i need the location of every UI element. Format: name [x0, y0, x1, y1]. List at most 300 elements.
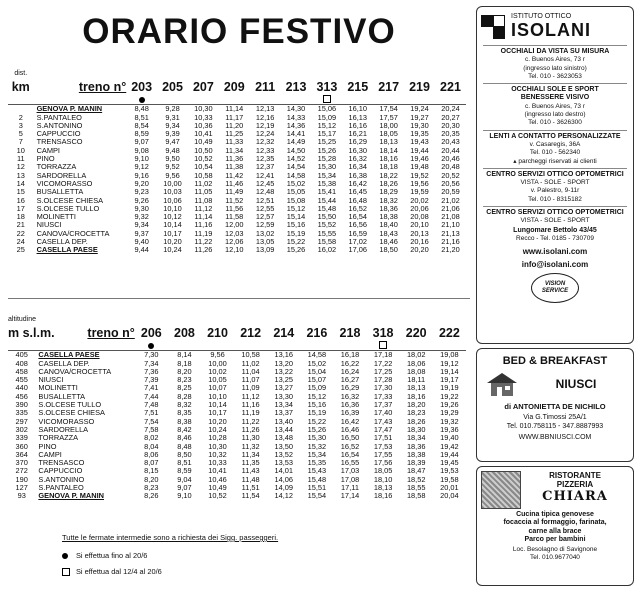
departure-time: 18,16 [373, 491, 393, 501]
departure-time: 11,04 [241, 366, 260, 376]
departure-time: 18,16 [406, 391, 426, 401]
timetable-row [8, 246, 466, 254]
departure-time: 20,52 [441, 170, 460, 180]
isolani-subtitle: ISTITUTO OTTICO [511, 13, 572, 20]
departure-time: 9,40 [134, 237, 149, 247]
departure-time: 19,58 [440, 474, 459, 484]
departure-time: 11,54 [241, 491, 260, 501]
departure-time: 10,33 [208, 458, 227, 468]
station-name: CASELLA PAESE [36, 245, 98, 255]
station-name: NIUSCI [38, 375, 64, 385]
departure-time: 8,59 [177, 466, 192, 476]
departure-time: 20,44 [441, 145, 460, 155]
departure-time: 16,52 [348, 203, 368, 213]
departure-time: 21,06 [441, 203, 460, 213]
departure-time: 16,18 [333, 351, 366, 360]
departure-time: 8,28 [177, 391, 192, 401]
departure-time: 8,51 [134, 112, 149, 122]
departure-time: 10,20 [163, 237, 182, 247]
departure-time: 9,34 [165, 120, 180, 130]
train-number: 220 [405, 325, 427, 340]
departure-time: 19,27 [410, 112, 429, 122]
bnb-phone: Tel. 010.758115 - 347.8887993 [506, 422, 604, 430]
altitude: 405 [8, 351, 35, 360]
station-name: CAMPI [38, 449, 62, 459]
departure-time: 16,24 [340, 366, 360, 376]
departure-time: 18,38 [379, 212, 398, 222]
train-number: 215 [347, 79, 369, 94]
departure-time: 18,58 [406, 491, 426, 501]
top-header-label-1: dist. [14, 69, 28, 77]
train-number: 205 [162, 79, 183, 94]
distance-km: 18 [16, 212, 25, 222]
departure-time: 17,08 [340, 474, 360, 484]
departure-time: 12,45 [255, 178, 275, 188]
departure-time: 17,37 [373, 400, 393, 410]
departure-time: 8,42 [177, 424, 192, 434]
request-stop-note: Tutte le fermate intermedie sono a richiesta dei Sigg. passeggeri. [62, 533, 279, 542]
departure-time: 9,48 [165, 145, 180, 155]
departure-time: 19,40 [440, 433, 459, 443]
departure-time: 15,44 [317, 195, 337, 205]
train-number: 217 [378, 79, 400, 94]
departure-time: 9,20 [134, 178, 149, 188]
altitude: 302 [15, 424, 28, 434]
departure-time: 13,50 [274, 441, 293, 451]
departure-time: 20,46 [441, 154, 460, 164]
departure-time: 19,30 [410, 120, 429, 130]
train-number: 203 [131, 79, 153, 94]
chiara-ad [476, 466, 634, 586]
departure-time: 18,11 [407, 375, 426, 385]
departure-time: 16,29 [340, 383, 360, 393]
departure-time: 9,56 [201, 351, 234, 360]
distance-km: 16 [16, 195, 25, 205]
departure-time: 12,00 [225, 220, 244, 230]
departure-time: 14,58 [286, 170, 306, 180]
departure-time: 18,08 [406, 366, 426, 376]
isolani-logo-icon [481, 15, 505, 39]
departure-time: 15,28 [317, 154, 337, 164]
departure-time: 18,30 [406, 424, 426, 434]
departure-time: 10,14 [208, 400, 227, 410]
departure-time: 11,36 [225, 154, 244, 164]
isolani-ad [476, 6, 634, 344]
departure-time: 18,36 [379, 203, 398, 213]
departure-time: 11,46 [225, 178, 244, 188]
departure-time: 13,25 [274, 375, 293, 385]
station-name: CASELLA DEP. [38, 358, 90, 368]
altitude: 364 [15, 449, 28, 459]
departure-time: 10,07 [208, 383, 227, 393]
distance-km: 15 [16, 187, 25, 197]
station-name: CANOVA/CROCETTA [38, 366, 112, 376]
departure-time: 18,26 [379, 178, 398, 188]
train-number: 313 [316, 79, 338, 94]
departure-time: 13,34 [274, 400, 293, 410]
departure-time: 16,27 [340, 375, 360, 385]
departure-time: 11,02 [241, 358, 260, 368]
departure-time: 13,53 [274, 458, 293, 468]
departure-time: 16,48 [348, 195, 368, 205]
altitude: 335 [15, 408, 28, 418]
departure-time: 16,32 [340, 391, 360, 401]
altitude: 297 [15, 416, 28, 426]
departure-time: 16,38 [348, 170, 368, 180]
departure-time: 15,54 [307, 491, 327, 501]
departure-time: 8,15 [144, 466, 159, 476]
departure-time: 11,30 [241, 433, 260, 443]
departure-time: 8,04 [144, 441, 159, 451]
altitude: 370 [15, 458, 28, 468]
departure-time: 16,46 [340, 424, 360, 434]
dot-symbol [62, 552, 69, 559]
departure-time: 15,19 [307, 408, 327, 418]
train-number: 218 [339, 325, 361, 340]
departure-time: 19,42 [440, 441, 459, 451]
departure-time: 9,16 [134, 170, 149, 180]
departure-time: 8,20 [144, 474, 159, 484]
departure-time: 20,27 [441, 112, 460, 122]
departure-time: 18,36 [406, 441, 426, 451]
departure-time: 18,14 [379, 145, 398, 155]
departure-time: 15,58 [317, 237, 337, 247]
departure-time: 8,20 [177, 366, 192, 376]
distance-km: 10 [16, 145, 25, 155]
departure-time: 12,48 [255, 187, 275, 197]
departure-time: 12,19 [255, 120, 275, 130]
departure-time: 8,23 [144, 483, 159, 493]
departure-time: 11,22 [241, 416, 260, 426]
departure-time: 20,43 [441, 137, 460, 147]
station-name: SARDORELLA [36, 170, 87, 180]
departure-time: 11,34 [225, 145, 244, 155]
departure-time: 18,06 [406, 358, 426, 368]
departure-time: 19,32 [440, 416, 459, 426]
departure-time: 15,50 [317, 212, 337, 222]
departure-time: 9,31 [165, 112, 180, 122]
departure-time: 16,13 [348, 112, 368, 122]
station-name: S.OLCESE TULLO [36, 203, 100, 213]
departure-time: 17,55 [373, 449, 393, 459]
bottom-header-label-1: altitudine [8, 315, 37, 323]
departure-time: 11,34 [241, 449, 260, 459]
station-name: BUSALLETTA [36, 187, 84, 197]
isolani-email[interactable]: info@isolani.com [521, 259, 589, 269]
departure-time: 15,34 [307, 449, 327, 459]
departure-time: 12,41 [255, 170, 275, 180]
departure-time: 8,51 [177, 458, 192, 468]
isolani-website[interactable]: www.isolani.com [522, 247, 588, 257]
departure-time: 17,33 [373, 391, 393, 401]
departure-time: 19,44 [410, 145, 429, 155]
bnb-title: BED & BREAKFAST [502, 355, 608, 367]
departure-time: 8,07 [144, 458, 159, 468]
altitude: 272 [15, 466, 28, 476]
departure-time: 13,02 [255, 228, 275, 238]
altitude: 127 [15, 483, 28, 493]
departure-time: 20,59 [441, 187, 460, 197]
train-number: 212 [240, 325, 262, 340]
departure-time: 8,46 [177, 433, 192, 443]
departure-time: 10,14 [163, 220, 182, 230]
chiara-type-1: RISTORANTE [549, 471, 601, 480]
departure-time: 16,55 [340, 458, 360, 468]
altitude: 408 [15, 358, 28, 368]
departure-time: 15,35 [307, 458, 327, 468]
departure-time: 19,26 [440, 400, 459, 410]
departure-time: 15,55 [317, 228, 337, 238]
bnb-name: NIUSCI [555, 377, 597, 391]
page-title: ORARIO FESTIVO [82, 12, 396, 51]
departure-time: 14,41 [286, 129, 306, 139]
departure-time: 10,17 [163, 228, 182, 238]
station-name: PINO [36, 154, 55, 164]
bnb-website[interactable]: WWW.BBNIUSCI.COM [518, 433, 592, 441]
departure-time: 15,02 [286, 178, 306, 188]
departure-time: 12,55 [255, 203, 275, 213]
departure-time: 11,22 [194, 237, 213, 247]
departure-time: 14,54 [286, 162, 306, 172]
station-name: S.ANTONINO [36, 120, 83, 130]
departure-time: 14,01 [274, 466, 293, 476]
train-number: 211 [255, 79, 276, 94]
departure-time: 18,13 [373, 483, 393, 493]
top-header-label-2: km [11, 80, 30, 94]
departure-time: 14,09 [274, 483, 293, 493]
departure-time: 18,52 [406, 474, 426, 484]
departure-time: 10,00 [163, 178, 182, 188]
square-symbol [62, 568, 69, 575]
departure-time: 15,26 [317, 145, 337, 155]
station-name: NIUSCI [36, 220, 62, 230]
station-name: SARDORELLA [38, 424, 89, 434]
altitude: 456 [15, 391, 28, 401]
departure-time: 15,06 [311, 105, 342, 114]
departure-time: 18,10 [373, 474, 393, 484]
departure-time: 11,25 [225, 129, 244, 139]
timetable-row [8, 492, 466, 500]
distance-km: 25 [16, 245, 25, 255]
distance-km: 22 [16, 228, 25, 238]
departure-time: 17,03 [340, 466, 360, 476]
departure-time: 16,54 [348, 212, 368, 222]
treno-label: treno n° [78, 79, 127, 94]
departure-time: 10,41 [208, 466, 227, 476]
timetable-row [8, 368, 466, 376]
station-name: TRENSASCO [38, 458, 85, 468]
station-name: S.OLCESE CHIESA [38, 408, 105, 418]
departure-time: 9,52 [165, 162, 180, 172]
distance-km: 2 [18, 112, 23, 122]
chiara-address: Loc. Besolagno di Savignone [512, 546, 598, 554]
station-name: VICOMORASSO [38, 416, 95, 426]
station-name: CAPPUCCIO [36, 129, 81, 139]
departure-time: 18,34 [406, 433, 426, 443]
departure-time: 20,35 [441, 129, 460, 139]
departure-time: 21,20 [441, 245, 460, 255]
departure-time: 12,16 [255, 112, 275, 122]
departure-time: 15,51 [307, 483, 327, 493]
departure-time: 18,40 [379, 220, 398, 230]
departure-time: 12,57 [255, 212, 275, 222]
departure-time: 11,19 [194, 228, 213, 238]
departure-time: 21,13 [441, 228, 460, 238]
departure-time: 11,32 [241, 441, 260, 451]
departure-time: 21,08 [441, 212, 460, 222]
isolani-name: ISOLANI [511, 20, 592, 40]
departure-time: 10,00 [208, 358, 227, 368]
departure-time: 10,30 [208, 441, 227, 451]
departure-time: 8,54 [134, 120, 149, 130]
departure-time: 18,02 [400, 351, 433, 360]
isolani-block-3: LENTI A CONTATTO PERSONALIZZATE v. Casaregis, 36A Tel. 010 - 562340 ▴ parcheggi riservati ai clienti [489, 132, 621, 165]
departure-time: 17,40 [373, 408, 393, 418]
departure-time: 18,13 [406, 383, 426, 393]
departure-time: 13,05 [255, 237, 275, 247]
departure-time: 13,22 [274, 366, 293, 376]
departure-time: 16,29 [348, 137, 368, 147]
departure-time: 15,34 [317, 170, 337, 180]
departure-time: 20,02 [410, 195, 429, 205]
departure-time: 15,30 [307, 433, 327, 443]
departure-time: 11,42 [225, 170, 244, 180]
bnb-address: Via G.Timossi 25A/1 [523, 414, 587, 422]
departure-time: 15,30 [317, 162, 337, 172]
departure-time: 12,10 [225, 245, 244, 255]
departure-time: 12,51 [255, 195, 275, 205]
departure-time: 9,34 [134, 220, 149, 230]
departure-time: 17,30 [373, 383, 393, 393]
altitude: 339 [15, 433, 28, 443]
distance-km: 21 [16, 220, 25, 230]
departure-time: 19,17 [440, 375, 459, 385]
departure-time: 10,05 [208, 375, 227, 385]
departure-time: 15,32 [307, 441, 327, 451]
departure-time: 11,38 [225, 162, 244, 172]
header-label-row [8, 314, 466, 325]
departure-time: 13,30 [274, 391, 293, 401]
departure-time: 19,53 [440, 466, 459, 476]
station-name: TRENSASCO [36, 137, 83, 147]
legend-square-text: Si effettua dal 12/4 al 20/6 [76, 567, 162, 576]
departure-time: 10,10 [208, 391, 227, 401]
departure-time: 15,12 [317, 120, 337, 130]
house-icon [485, 371, 519, 397]
distance-km: 7 [18, 137, 23, 147]
departure-time: 18,05 [373, 466, 393, 476]
car-icon: ▴ [513, 157, 519, 165]
altitude: 390 [15, 400, 28, 410]
departure-time: 18,29 [379, 187, 398, 197]
distance-km: 14 [16, 178, 25, 188]
departure-time: 17,53 [373, 441, 393, 451]
treno-label: treno n° [87, 325, 135, 340]
departure-time: 10,52 [208, 491, 227, 501]
departure-time: 12,59 [255, 220, 275, 230]
departure-time: 14,12 [274, 491, 293, 501]
departure-time: 14,50 [286, 145, 306, 155]
departure-time: 20,30 [441, 120, 460, 130]
departure-time: 17,54 [373, 105, 404, 114]
departure-time: 21,02 [441, 195, 460, 205]
altitude: 455 [15, 375, 28, 385]
station-name: S.OLCESE TULLO [38, 400, 102, 410]
departure-time: 9,23 [134, 187, 149, 197]
departure-time: 20,56 [441, 178, 460, 188]
departure-time: 11,19 [241, 408, 260, 418]
chiara-phone: Tel. 010.9677040 [530, 554, 580, 562]
train-number: 208 [174, 325, 195, 340]
departure-time: 15,05 [286, 187, 306, 197]
departure-time: 17,51 [373, 433, 393, 443]
departure-time: 8,02 [144, 433, 159, 443]
bnb-owner: di ANTONIETTA DE NICHILO [504, 402, 606, 411]
departure-time: 9,47 [165, 137, 180, 147]
train-number: 206 [140, 325, 162, 340]
departure-time: 16,34 [348, 162, 368, 172]
departure-time: 14,06 [274, 474, 293, 484]
departure-time: 10,10 [163, 203, 182, 213]
train-number: 216 [306, 325, 328, 340]
departure-time: 18,50 [379, 245, 398, 255]
departure-time: 9,04 [177, 474, 192, 484]
departure-time: 12,33 [255, 145, 275, 155]
station-name: S.OLCESE CHIESA [36, 195, 104, 205]
departure-time: 19,44 [440, 449, 459, 459]
station-name: MOLINETTI [38, 383, 78, 393]
legend-square [62, 567, 162, 576]
train-number: 221 [440, 79, 461, 94]
departure-time: 10,33 [194, 112, 213, 122]
train-number: 210 [207, 325, 228, 340]
departure-time: 18,32 [379, 195, 398, 205]
departure-time: 18,38 [406, 449, 426, 459]
station-name: TORRAZZA [38, 433, 79, 443]
departure-time: 14,36 [286, 120, 306, 130]
departure-time: 9,32 [134, 212, 149, 222]
station-name: MOLINETTI [36, 212, 76, 222]
departure-time: 17,57 [379, 112, 398, 122]
departure-time: 12,13 [250, 105, 281, 114]
legend-dot [62, 551, 147, 560]
departure-time: 7,36 [144, 366, 159, 376]
station-name: S.ANTONINO [38, 474, 85, 484]
departure-time: 21,10 [441, 220, 460, 230]
departure-time: 15,25 [317, 137, 337, 147]
station-name: CANOVA/CROCETTA [36, 228, 110, 238]
departure-time: 16,56 [348, 220, 368, 230]
station-name: GENOVA P. MANIN [34, 105, 127, 114]
departure-time: 13,09 [255, 245, 275, 255]
square-symbol [323, 95, 331, 103]
departure-time: 15,26 [307, 424, 327, 434]
departure-time: 15,02 [307, 358, 327, 368]
departure-time: 8,23 [177, 375, 192, 385]
departure-time: 19,36 [440, 424, 459, 434]
departure-time: 8,26 [144, 491, 159, 501]
departure-time: 7,41 [144, 383, 159, 393]
altitude: 440 [15, 383, 28, 393]
departure-time: 19,12 [440, 358, 459, 368]
departure-time: 8,50 [177, 449, 192, 459]
departure-time: 17,18 [367, 351, 400, 360]
departure-time: 18,00 [379, 120, 398, 130]
departure-time: 19,29 [440, 408, 459, 418]
departure-time: 8,32 [177, 400, 192, 410]
departure-time: 15,09 [317, 112, 337, 122]
departure-time: 13,16 [267, 351, 300, 360]
